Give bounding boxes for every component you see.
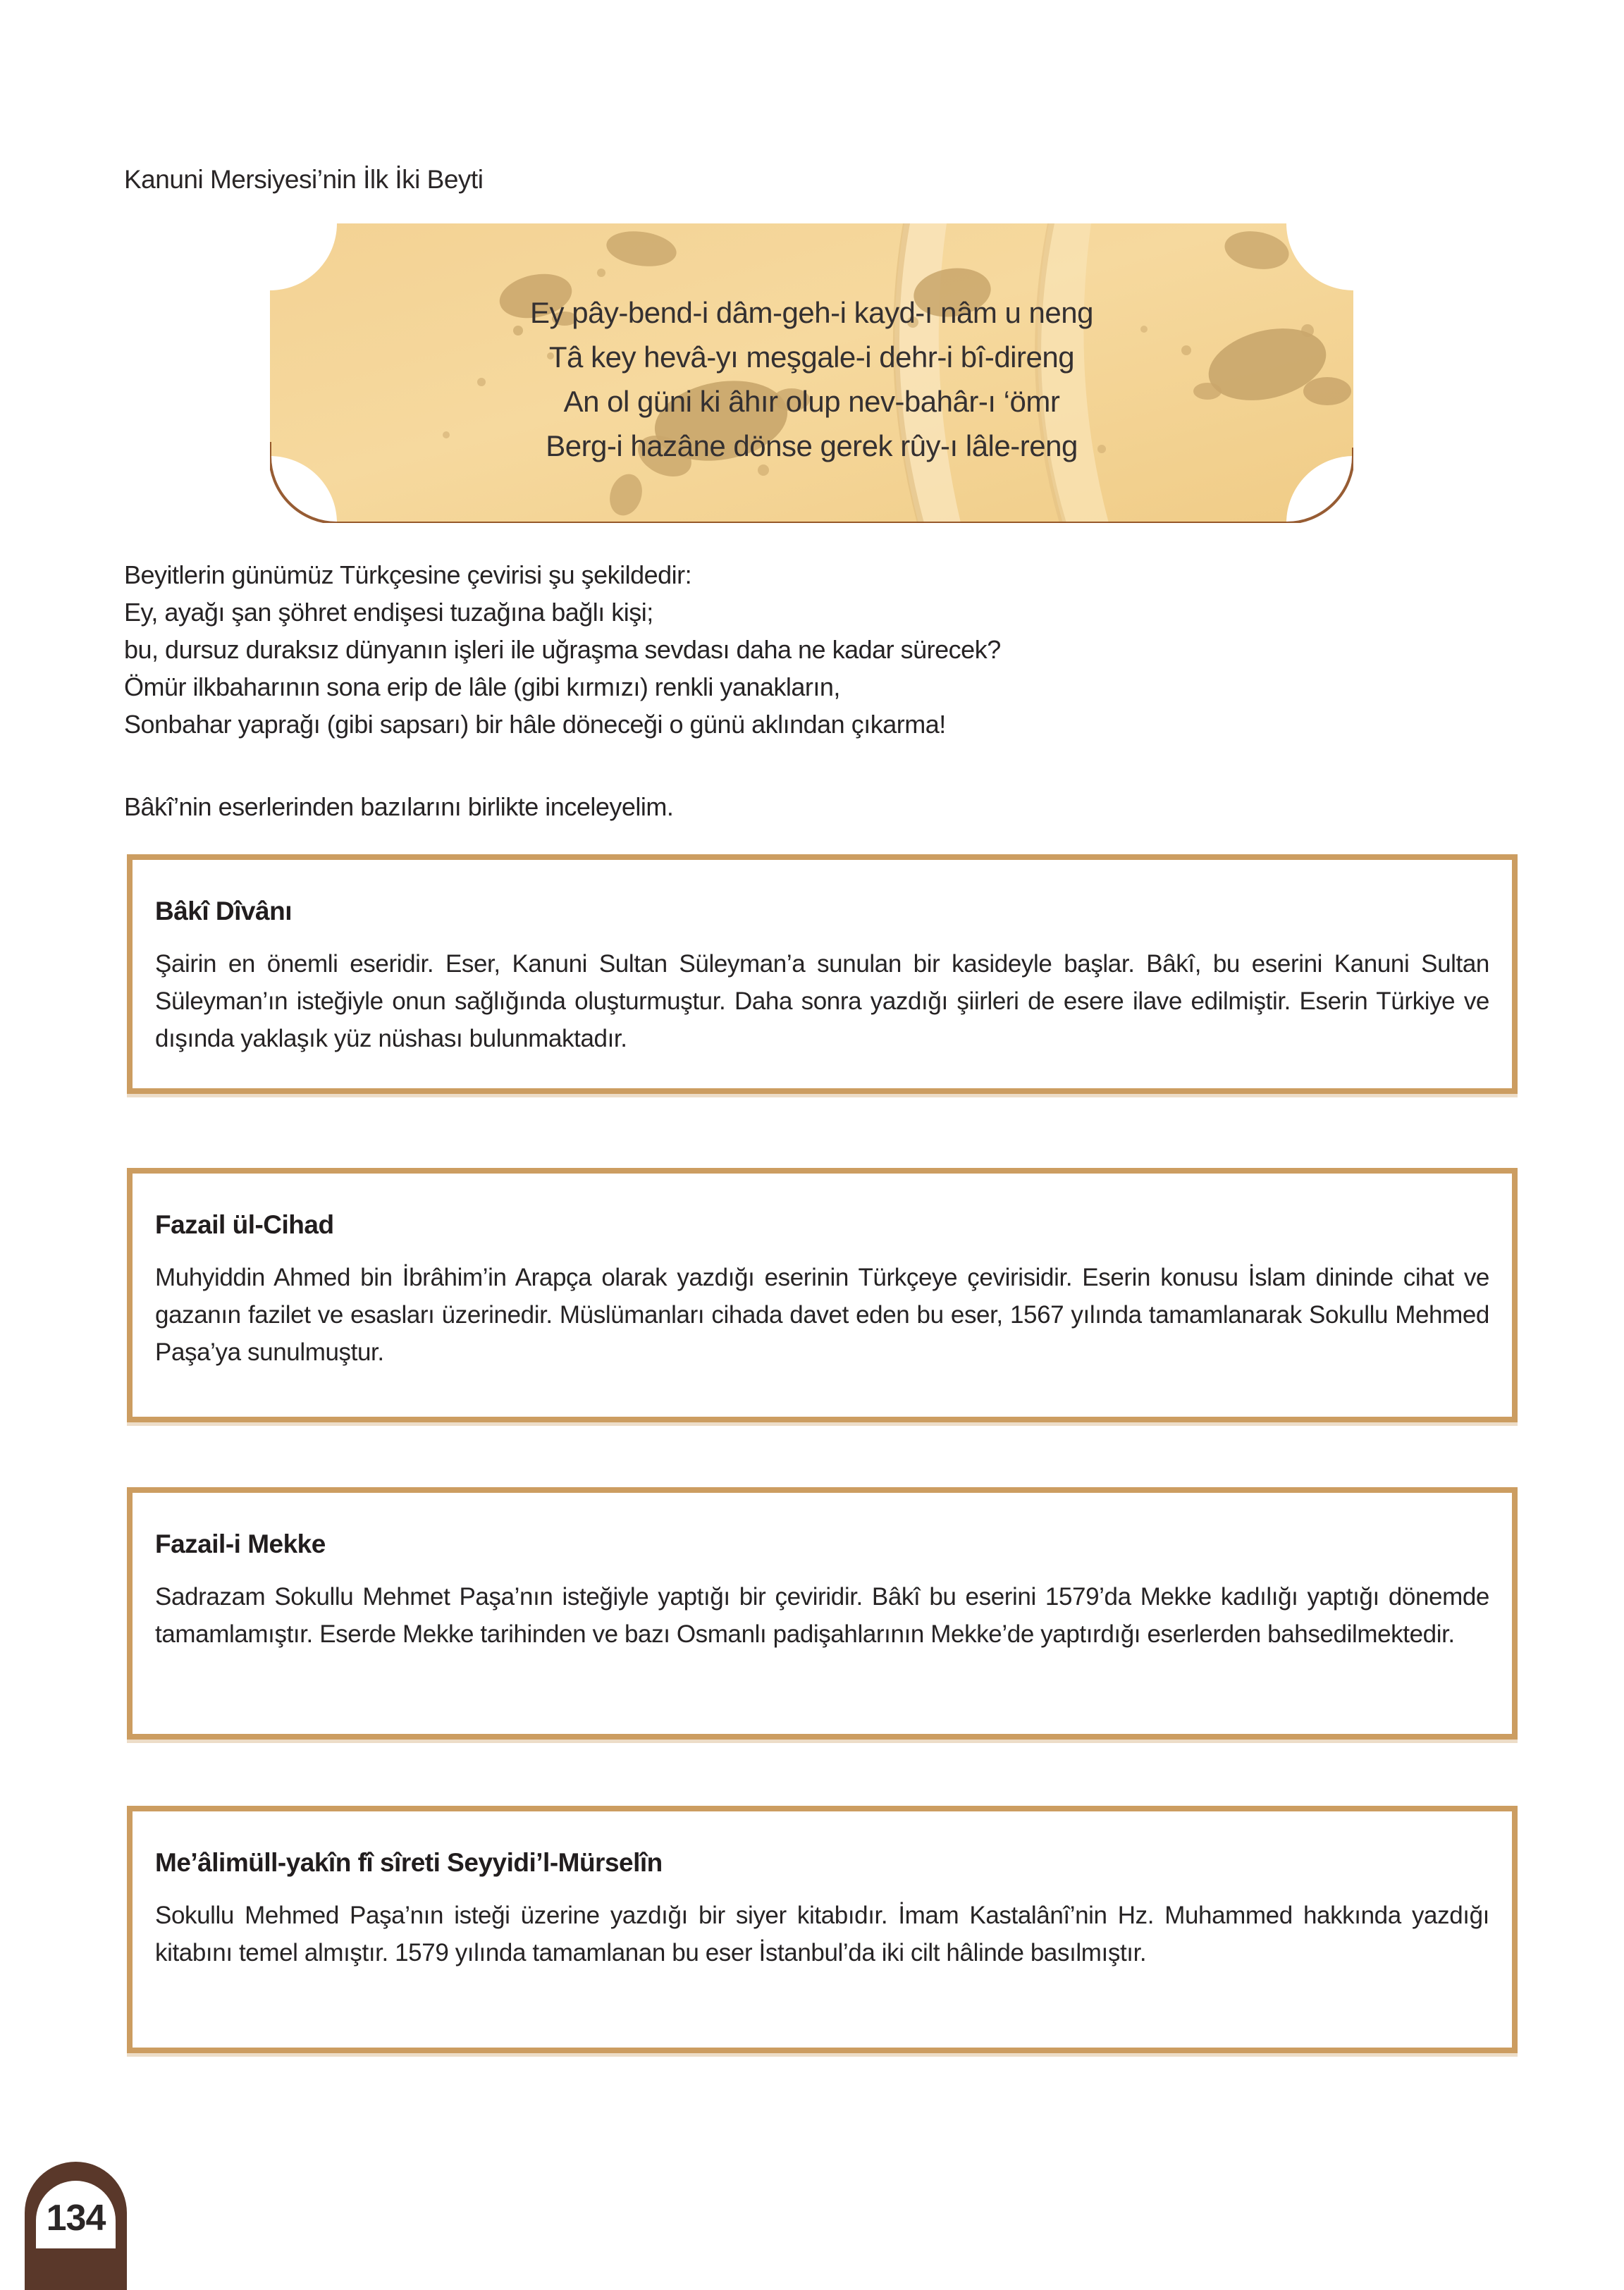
work-box-fazail-ul-cihad bbox=[127, 1168, 1518, 1422]
work-box-mealimull-yakin bbox=[127, 1806, 1518, 2053]
translation-line-4: Sonbahar yaprağı (gibi sapsarı) bir hâle döneceği o günü aklından çıkarma! bbox=[124, 710, 946, 739]
work-body: Sadrazam Sokullu Mehmet Paşa’nın isteğiyle yaptığı bir çeviridir. Bâkî bu eserini 1579’da Mekke kadılığı yaptığı dönemde tamamlamıştır. Eserde Mekke tarihinden ve bazı Osmanlı padişahlarının Mekke’de yaptırdığı eserlerden bahsedilmektedir. bbox=[155, 1583, 1489, 1648]
poem-line-1: Ey pây-bend-i dâm-geh-i kayd-ı nâm u neng bbox=[530, 296, 1093, 329]
work-title: Me’âlimüll-yakîn fî sîreti Seyyidi’l-Mürselîn bbox=[155, 1848, 663, 1877]
translation-line-2: bu, dursuz duraksız dünyanın işleri ile uğraşma sevdası daha ne kadar sürecek? bbox=[124, 635, 1001, 664]
page-number-badge bbox=[25, 2162, 127, 2290]
work-title: Fazail-i Mekke bbox=[155, 1529, 326, 1558]
translation-line-1: Ey, ayağı şan şöhret endişesi tuzağına bağlı kişi; bbox=[124, 598, 653, 627]
page-title: Kanuni Mersiyesi’nin İlk İki Beyti bbox=[124, 165, 484, 194]
work-body: Sokullu Mehmed Paşa’nın isteği üzerine yazdığı bir siyer kitabıdır. İmam Kastalânî’nin Hz. Muhammed hakkında yazdığı kitabını temel almıştır. 1579 yılında tamamlanan bu eser İstanbul’da iki cilt hâlinde basılmıştır. bbox=[155, 1902, 1489, 1966]
work-body: Şairin en önemli eseridir. Eser, Kanuni Sultan Süleyman’a sunulan bir kasideyle başlar. Bâkî, bu eserini Kanuni Sultan Süleyman’ın isteğiyle onun sağlığında oluşturmuştur. Daha sonra yazdığı şiirleri de esere ilave edilmiştir. Eserin Türkiye ve dışında yaklaşık yüz nüshası bulunmaktadır. bbox=[155, 950, 1489, 1052]
poem-line-2: Tâ key hevâ-yı meşgale-i dehr-i bî-direng bbox=[548, 340, 1075, 374]
page-number-frame bbox=[36, 2181, 116, 2248]
poem-line-3: An ol güni ki âhır olup nev-bahâr-ı ‘ömr bbox=[563, 385, 1060, 418]
work-box-baki-divani bbox=[127, 854, 1518, 1094]
translation-block bbox=[124, 556, 1001, 743]
work-title: Fazail ül-Cihad bbox=[155, 1210, 334, 1239]
poem-text bbox=[270, 290, 1353, 468]
translation-intro: Beyitlerin günümüz Türkçesine çevirisi şu şekildedir: bbox=[124, 560, 692, 589]
translation-line-3: Ömür ilkbaharının sona erip de lâle (gibi kırmızı) renkli yanakların, bbox=[124, 672, 840, 701]
work-body: Muhyiddin Ahmed bin İbrâhim’in Arapça olarak yazdığı eserinin Türkçeye çevirisidir. Eserin konusu İslam dininde cihat ve gazanın fazilet ve esasları üzerinedir. Müslümanları cihada davet eden bu eser, 1567 yılında tamamlanarak Sokullu Mehmed Paşa’ya sunulmuştur. bbox=[155, 1264, 1489, 1366]
work-box-fazail-i-mekke bbox=[127, 1487, 1518, 1740]
poem-parchment bbox=[270, 223, 1353, 523]
lead-in-sentence: Bâkî’nin eserlerinden bazılarını birlikte inceleyelim. bbox=[124, 792, 674, 821]
work-title: Bâkî Dîvânı bbox=[155, 897, 292, 925]
poem-line-4: Berg-i hazâne dönse gerek rûy-ı lâle-reng bbox=[546, 429, 1078, 462]
page-number: 134 bbox=[46, 2198, 106, 2239]
